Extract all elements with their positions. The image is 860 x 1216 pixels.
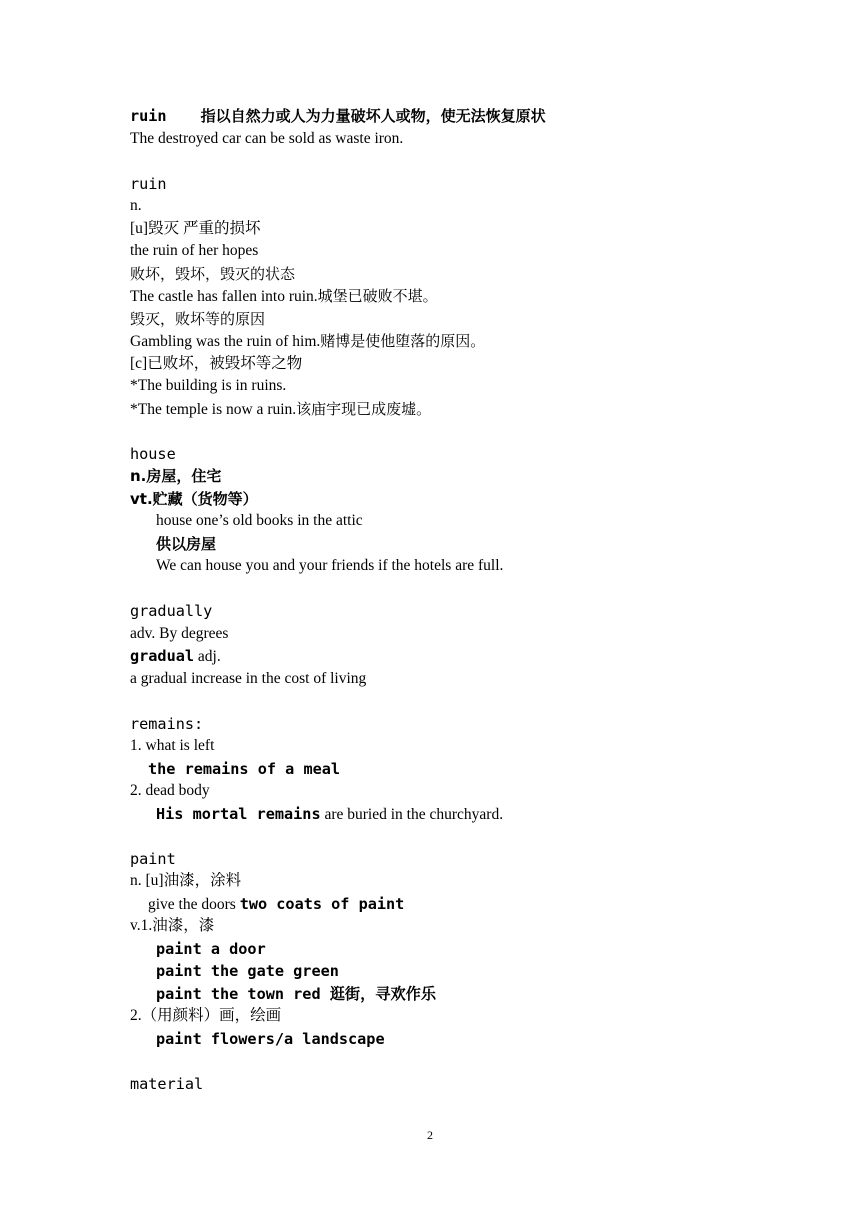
remains-example-2-rest: are buried in the churchyard. — [320, 805, 504, 823]
remains-example-1: the remains of a meal — [148, 759, 341, 778]
page-content — [130, 105, 810, 1095]
ruin-example: The destroyed car can be sold as waste iron. — [130, 129, 404, 147]
ruin-definition: 指以自然力或人为力量破坏人或物，使无法恢复原状 — [200, 107, 546, 125]
headword-ruin: ruin — [130, 107, 167, 125]
headword-remains: remains: — [130, 714, 204, 733]
headword-house: house — [130, 444, 176, 463]
headword-gradually: gradually — [130, 602, 213, 620]
gradual-pos: adj. — [194, 648, 221, 665]
headword-paint: paint — [130, 849, 176, 868]
paint-noun: n. [u]油漆，涂料 — [130, 872, 242, 889]
paint-noun-example — [130, 893, 810, 916]
headword-ruin-noun: ruin — [130, 174, 167, 193]
remains-sense-2: 2. dead body — [130, 782, 210, 799]
ruin-example-5-cn: 该庙宇现已成废墟。 — [296, 399, 432, 418]
ruin-example-5 — [130, 398, 810, 421]
gradually-definition: adv. By degrees — [130, 624, 229, 642]
paint-noun-example-bold: two coats of paint — [239, 894, 405, 913]
paint-verb-example-2: paint the gate green — [156, 962, 339, 980]
house-sense-2: 供以房屋 — [156, 534, 217, 553]
house-example-1: house one’s old books in the attic — [156, 512, 363, 529]
ruin-example-2-en: The castle has fallen into ruin. — [130, 288, 318, 305]
ruin-sense-3: 毁灭，败坏等的原因 — [130, 309, 266, 328]
entry-ruin-header — [130, 105, 810, 128]
paint-verb-example-1: paint a door — [156, 939, 266, 958]
headword-material: material — [130, 1074, 204, 1093]
remains-sense-1: 1. what is left — [130, 737, 215, 754]
ruin-example-3-en: Gambling was the ruin of him. — [130, 333, 321, 350]
ruin-sense-2: 败坏，毁坏，毁灭的状态 — [130, 264, 296, 283]
headword-gradual: gradual — [130, 647, 195, 665]
paint-sense-2-example: paint flowers/a landscape — [156, 1029, 385, 1048]
ruin-example-2 — [130, 285, 810, 308]
paint-noun-example-plain: give the doors — [148, 895, 240, 913]
remains-example-2-bold: His mortal remains — [156, 804, 321, 823]
gradual-entry — [130, 645, 810, 668]
house-verb: vt.贮藏（货物等） — [130, 489, 258, 508]
ruin-example-4: *The building is in ruins. — [130, 377, 287, 394]
paint-sense-2: 2.（用颜料）画，绘画 — [130, 1007, 282, 1024]
house-example-2: We can house you and your friends if the hotels are full. — [156, 557, 504, 574]
ruin-example-1: the ruin of her hopes — [130, 242, 259, 259]
ruin-sense-1: [u]毁灭 严重的损坏 — [130, 219, 261, 237]
paint-verb-example-3: paint the town red 逛街，寻欢作乐 — [156, 984, 437, 1003]
ruin-example-5-en: *The temple is now a ruin. — [130, 400, 297, 418]
ruin-sense-4: [c]已败坏，被毁坏等之物 — [130, 354, 303, 372]
remains-example-2 — [130, 803, 810, 826]
gradual-example: a gradual increase in the cost of living — [130, 669, 367, 687]
house-noun: n.房屋，住宅 — [130, 467, 222, 485]
ruin-example-3-cn: 赌博是使他堕落的原因。 — [320, 332, 486, 350]
ruin-pos: n. — [130, 197, 142, 214]
ruin-example-3 — [130, 330, 810, 353]
paint-verb: v.1.油漆，漆 — [130, 917, 215, 934]
page-number: 2 — [427, 1128, 433, 1142]
ruin-example-2-cn: 城堡已破败不堪。 — [317, 287, 438, 305]
